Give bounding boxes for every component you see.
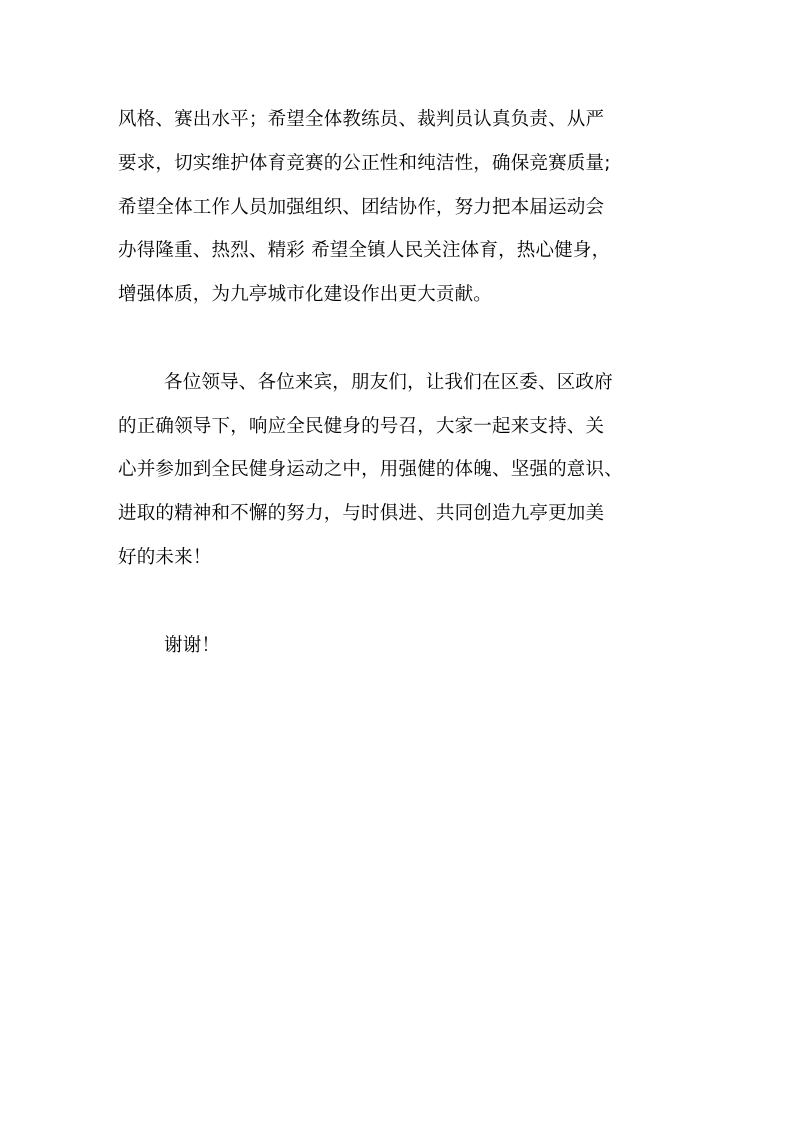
paragraph-2 [118, 361, 678, 580]
text-line: 办得隆重、热烈、精彩 希望全镇人民关注体育，热心健身， [118, 240, 611, 262]
text-line: 的正确领导下，响应全民健身的号召，大家一起来支持、关 [118, 415, 605, 437]
text-line: 要求，切实维护体育竞赛的公正性和纯洁性，确保竞赛质量; [118, 152, 611, 174]
text-line: 心并参加到全民健身运动之中，用强健的体魄、坚强的意识、 [118, 459, 623, 481]
text-line: 各位领导、各位来宾，朋友们，让我们在区委、区政府 [164, 371, 613, 393]
paragraph-spacer [118, 580, 678, 624]
text-line: 希望全体工作人员加强组织、团结协作，努力把本届运动会 [118, 196, 605, 218]
document-body [118, 98, 678, 667]
paragraph-1 [118, 98, 678, 317]
paragraph-spacer [118, 317, 678, 361]
closing-line: 谢谢！ [164, 634, 221, 656]
text-line: 进取的精神和不懈的努力，与时俱进、共同创造九亭更加美 [118, 503, 605, 525]
text-line: 增强体质，为九亭城市化建设作出更大贡献。 [118, 284, 493, 306]
text-line: 风格、赛出水平；希望全体教练员、裁判员认真负责、从严 [118, 109, 605, 130]
text-line: 好的未来！ [118, 546, 212, 568]
